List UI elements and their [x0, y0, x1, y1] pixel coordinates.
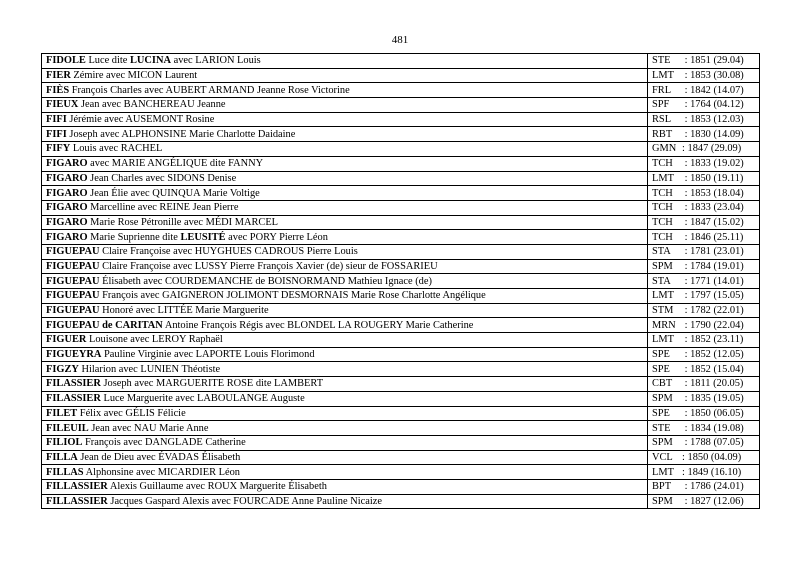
- marriage-date: 1781 (23.01): [690, 246, 744, 258]
- entry-cell: [42, 391, 648, 406]
- marriage-date: 1850 (19.11): [690, 172, 744, 184]
- table-row: [42, 259, 760, 274]
- reference-cell: [648, 289, 760, 304]
- surname-text: FIEUX: [46, 99, 79, 111]
- parish-code: TCH: [652, 231, 673, 243]
- separator: :: [682, 84, 691, 96]
- reference-cell: [648, 98, 760, 113]
- entry-text: François avec DANGLADE Catherine: [82, 437, 246, 449]
- table-row: [42, 54, 760, 69]
- table-row: [42, 68, 760, 83]
- reference-cell: [648, 479, 760, 494]
- parish-code: STM: [652, 305, 674, 317]
- marriage-date: 1847 (15.02): [690, 216, 744, 228]
- marriage-date: 1833 (19.02): [690, 158, 744, 170]
- entry-text: Élisabeth avec COURDEMANCHE de BOISNORMAND Mathieu Ignace (de): [99, 275, 432, 287]
- reference-cell: [648, 274, 760, 289]
- table-row: [42, 450, 760, 465]
- surname-text: FIGARO: [46, 187, 88, 199]
- table-row: [42, 215, 760, 230]
- marriage-date: 1850 (04.09): [687, 451, 742, 463]
- reference-cell: [648, 259, 760, 274]
- register-body: [42, 54, 760, 509]
- reference-cell: [648, 186, 760, 201]
- surname-text: FIGUEPAU: [46, 305, 100, 317]
- table-row: [42, 421, 760, 436]
- table-row: [42, 156, 760, 171]
- table-row: [42, 406, 760, 421]
- surname-text: FIER: [46, 70, 71, 82]
- entry-cell: [42, 333, 648, 348]
- entry-cell: [42, 156, 648, 171]
- surname-text: LUCINA: [129, 55, 171, 67]
- entry-cell: [42, 435, 648, 450]
- parish-code: SPM: [652, 495, 673, 507]
- reference-cell: [648, 127, 760, 142]
- entry-text: Luce dite: [85, 55, 130, 67]
- separator: :: [682, 231, 691, 243]
- surname-text: FIGUEPAU: [46, 246, 100, 258]
- entry-cell: [42, 186, 648, 201]
- table-row: [42, 333, 760, 348]
- entry-cell: [42, 127, 648, 142]
- parish-code: RBT: [652, 128, 673, 140]
- reference-cell: [648, 318, 760, 333]
- reference-cell: [648, 347, 760, 362]
- parish-code: SPM: [652, 437, 673, 449]
- surname-text: FIGARO: [46, 172, 88, 184]
- entry-text: Marie Rose Pétronille avec MÉDI MARCEL: [87, 216, 279, 228]
- entry-cell: [42, 200, 648, 215]
- marriage-date: 1764 (04.12): [690, 99, 744, 111]
- entry-cell: [42, 112, 648, 127]
- table-row: [42, 83, 760, 98]
- reference-cell: [648, 435, 760, 450]
- parish-code: STA: [652, 275, 671, 287]
- entry-text: Hilarion avec LUNIEN Théotiste: [78, 363, 221, 375]
- table-row: [42, 244, 760, 259]
- table-row: [42, 465, 760, 480]
- parish-code: TCH: [652, 187, 673, 199]
- entry-text: Louisone avec LEROY Raphaël: [86, 334, 223, 346]
- marriage-date: 1782 (22.01): [690, 305, 744, 317]
- entry-cell: [42, 274, 648, 289]
- table-row: [42, 274, 760, 289]
- entry-cell: [42, 347, 648, 362]
- surname-text: FILLASSIER: [46, 481, 108, 493]
- entry-text: Jérémie avec AUSEMONT Rosine: [66, 114, 215, 126]
- entry-cell: [42, 171, 648, 186]
- entry-text: Louis avec RACHEL: [70, 143, 163, 155]
- entry-cell: [42, 98, 648, 113]
- parish-code: GMN: [652, 143, 677, 155]
- surname-text: FILEUIL: [46, 422, 89, 434]
- parish-code: LMT: [652, 70, 674, 82]
- entry-text: avec PORY Pierre Léon: [225, 231, 328, 243]
- entry-text: Honoré avec LITTÉE Marie Marguerite: [99, 305, 269, 317]
- table-row: [42, 230, 760, 245]
- parish-code: STE: [652, 55, 671, 67]
- marriage-date: 1834 (19.08): [690, 422, 744, 434]
- marriage-date: 1847 (29.09): [687, 143, 742, 155]
- reference-cell: [648, 391, 760, 406]
- surname-text: FIÈS: [46, 84, 70, 96]
- marriage-date: 1849 (16.10): [687, 466, 742, 478]
- entry-text: Pauline Virginie avec LAPORTE Louis Florimond: [101, 349, 315, 361]
- marriage-date: 1797 (15.05): [690, 290, 744, 302]
- entry-text: François avec GAIGNERON JOLIMONT DESMORNAIS Marie Rose Charlotte Angélique: [99, 290, 486, 302]
- surname-text: FIGARO: [46, 231, 88, 243]
- marriage-date: 1852 (12.05): [690, 349, 744, 361]
- entry-cell: [42, 303, 648, 318]
- separator: :: [682, 451, 688, 463]
- entry-text: Jean Charles avec SIDONS Denise: [87, 172, 237, 184]
- separator: :: [682, 290, 691, 302]
- separator: :: [682, 349, 691, 361]
- table-row: [42, 112, 760, 127]
- surname-text: FIGUEPAU: [46, 275, 100, 287]
- entry-cell: [42, 289, 648, 304]
- surname-text: FIFY: [46, 143, 71, 155]
- entry-text: Joseph avec MARGUERITE ROSE dite LAMBERT: [100, 378, 324, 390]
- separator: :: [682, 202, 691, 214]
- entry-text: Jean Élie avec QUINQUA Marie Voltige: [87, 187, 260, 199]
- table-row: [42, 377, 760, 392]
- separator: :: [682, 246, 691, 258]
- entry-text: Alexis Guillaume avec ROUX Marguerite Élisabeth: [107, 481, 327, 493]
- reference-cell: [648, 68, 760, 83]
- parish-code: STE: [652, 422, 671, 434]
- separator: :: [682, 99, 691, 111]
- separator: :: [682, 70, 691, 82]
- parish-code: LMT: [652, 172, 674, 184]
- marriage-date: 1833 (23.04): [690, 202, 744, 214]
- parish-code: TCH: [652, 202, 673, 214]
- entry-text: Jacques Gaspard Alexis avec FOURCADE Anne Pauline Nicaize: [107, 495, 382, 507]
- reference-cell: [648, 156, 760, 171]
- parish-code: STA: [652, 246, 671, 258]
- entry-cell: [42, 465, 648, 480]
- marriage-register-table: [41, 53, 760, 509]
- entry-text: Marcelline avec REINE Jean Pierre: [87, 202, 239, 214]
- marriage-date: 1830 (14.09): [690, 128, 744, 140]
- reference-cell: [648, 303, 760, 318]
- parish-code: MRN: [652, 319, 676, 331]
- entry-cell: [42, 377, 648, 392]
- entry-text: Jean avec BANCHEREAU Jeanne: [78, 99, 226, 111]
- parish-code: SPM: [652, 393, 673, 405]
- reference-cell: [648, 406, 760, 421]
- entry-cell: [42, 450, 648, 465]
- separator: :: [682, 114, 691, 126]
- reference-cell: [648, 362, 760, 377]
- separator: :: [682, 260, 691, 272]
- marriage-date: 1811 (20.05): [690, 378, 744, 390]
- table-row: [42, 347, 760, 362]
- reference-cell: [648, 230, 760, 245]
- entry-text: Félix avec GÉLIS Félicie: [77, 407, 186, 419]
- table-row: [42, 303, 760, 318]
- marriage-date: 1842 (14.07): [690, 84, 744, 96]
- separator: :: [682, 187, 691, 199]
- reference-cell: [648, 377, 760, 392]
- surname-text: FIGARO: [46, 158, 88, 170]
- surname-text: FILASSIER: [46, 378, 101, 390]
- marriage-date: 1771 (14.01): [690, 275, 744, 287]
- entry-cell: [42, 68, 648, 83]
- entry-cell: [42, 421, 648, 436]
- entry-text: Jean de Dieu avec ÉVADAS Élisabeth: [77, 451, 241, 463]
- separator: :: [682, 393, 691, 405]
- parish-code: FRL: [652, 84, 672, 96]
- parish-code: LMT: [652, 466, 674, 478]
- parish-code: CBT: [652, 378, 673, 390]
- table-row: [42, 186, 760, 201]
- entry-text: Antoine François Régis avec BLONDEL LA ROUGERY Marie Catherine: [162, 319, 474, 331]
- surname-text: FIGARO: [46, 216, 88, 228]
- reference-cell: [648, 465, 760, 480]
- table-row: [42, 362, 760, 377]
- table-row: [42, 391, 760, 406]
- entry-text: Joseph avec ALPHONSINE Marie Charlotte Daidaine: [66, 128, 296, 140]
- marriage-date: 1835 (19.05): [690, 393, 744, 405]
- surname-text: FIGUEYRA: [46, 349, 102, 361]
- entry-text: Marie Suprienne dite: [87, 231, 181, 243]
- surname-text: FILASSIER: [46, 393, 101, 405]
- separator: :: [682, 481, 691, 493]
- surname-text: FILLAS: [46, 466, 84, 478]
- entry-text: François Charles avec AUBERT ARMAND Jeanne Rose Victorine: [69, 84, 350, 96]
- entry-cell: [42, 259, 648, 274]
- page-number: 481: [391, 34, 409, 46]
- parish-code: RSL: [652, 114, 672, 126]
- parish-code: SPM: [652, 260, 673, 272]
- entry-cell: [42, 142, 648, 157]
- surname-text: FIGUEPAU: [46, 290, 100, 302]
- separator: :: [682, 334, 691, 346]
- surname-text: FILLA: [46, 451, 78, 463]
- entry-text: avec LARION Louis: [170, 55, 261, 67]
- marriage-date: 1853 (18.04): [690, 187, 744, 199]
- surname-text: FILET: [46, 407, 78, 419]
- parish-code: SPE: [652, 349, 670, 361]
- entry-cell: [42, 54, 648, 69]
- entry-text: Zémire avec MICON Laurent: [70, 70, 198, 82]
- separator: :: [682, 422, 691, 434]
- entry-text: avec MARIE ANGÉLIQUE dite FANNY: [87, 158, 264, 170]
- surname-text: FIGUEPAU de CARITAN: [46, 319, 163, 331]
- reference-cell: [648, 333, 760, 348]
- parish-code: SPE: [652, 407, 670, 419]
- marriage-date: 1853 (12.03): [690, 114, 744, 126]
- marriage-date: 1846 (25.11): [690, 231, 744, 243]
- surname-text: FIGUER: [46, 334, 87, 346]
- reference-cell: [648, 421, 760, 436]
- parish-code: LMT: [652, 334, 674, 346]
- marriage-date: 1788 (07.05): [690, 437, 744, 449]
- separator: :: [682, 466, 688, 478]
- entry-cell: [42, 362, 648, 377]
- table-row: [42, 318, 760, 333]
- table-row: [42, 289, 760, 304]
- separator: :: [682, 55, 691, 67]
- marriage-date: 1852 (15.04): [690, 363, 744, 375]
- reference-cell: [648, 171, 760, 186]
- separator: :: [682, 437, 691, 449]
- reference-cell: [648, 112, 760, 127]
- entry-cell: [42, 230, 648, 245]
- parish-code: LMT: [652, 290, 674, 302]
- marriage-date: 1852 (23.11): [690, 334, 744, 346]
- surname-text: FIGARO: [46, 202, 88, 214]
- marriage-date: 1850 (06.05): [690, 407, 744, 419]
- separator: :: [682, 363, 691, 375]
- reference-cell: [648, 494, 760, 509]
- reference-cell: [648, 54, 760, 69]
- separator: :: [682, 319, 691, 331]
- parish-code: TCH: [652, 216, 673, 228]
- surname-text: FIGUEPAU: [46, 260, 100, 272]
- table-row: [42, 98, 760, 113]
- entry-cell: [42, 479, 648, 494]
- separator: :: [682, 495, 691, 507]
- reference-cell: [648, 215, 760, 230]
- table-row: [42, 127, 760, 142]
- reference-cell: [648, 142, 760, 157]
- entry-text: Claire Françoise avec LUSSY Pierre François Xavier (de) sieur de FOSSARIEU: [99, 260, 438, 272]
- marriage-date: 1851 (29.04): [690, 55, 744, 67]
- separator: :: [682, 216, 691, 228]
- table-row: [42, 171, 760, 186]
- surname-text: FIGZY: [46, 363, 79, 375]
- separator: :: [682, 305, 691, 317]
- parish-code: VCL: [652, 451, 673, 463]
- surname-text: FIFI: [46, 128, 67, 140]
- marriage-date: 1790 (22.04): [690, 319, 744, 331]
- surname-text: LEUSITÉ: [180, 231, 226, 243]
- separator: :: [682, 172, 691, 184]
- marriage-date: 1853 (30.08): [690, 70, 744, 82]
- separator: :: [682, 378, 691, 390]
- separator: :: [682, 275, 691, 287]
- entry-cell: [42, 244, 648, 259]
- entry-text: Claire Françoise avec HUYGHUES CADROUS Pierre Louis: [99, 246, 358, 258]
- reference-cell: [648, 200, 760, 215]
- entry-cell: [42, 215, 648, 230]
- surname-text: FIDOLE: [46, 55, 86, 67]
- marriage-date: 1827 (12.06): [690, 495, 744, 507]
- separator: :: [682, 158, 691, 170]
- parish-code: BPT: [652, 481, 672, 493]
- surname-text: FIFI: [46, 114, 67, 126]
- table-row: [42, 200, 760, 215]
- table-row: [42, 479, 760, 494]
- entry-text: Luce Marguerite avec LABOULANGE Auguste: [100, 393, 305, 405]
- reference-cell: [648, 244, 760, 259]
- entry-text: Alphonsine avec MICARDIER Léon: [83, 466, 240, 478]
- parish-code: TCH: [652, 158, 673, 170]
- marriage-date: 1786 (24.01): [690, 481, 744, 493]
- separator: :: [682, 143, 688, 155]
- separator: :: [682, 407, 691, 419]
- entry-text: Jean avec NAU Marie Anne: [88, 422, 209, 434]
- table-row: [42, 142, 760, 157]
- reference-cell: [648, 450, 760, 465]
- separator: :: [682, 128, 691, 140]
- surname-text: FILIOL: [46, 437, 83, 449]
- marriage-date: 1784 (19.01): [690, 260, 744, 272]
- entry-cell: [42, 406, 648, 421]
- entry-cell: [42, 318, 648, 333]
- entry-cell: [42, 494, 648, 509]
- parish-code: SPF: [652, 99, 670, 111]
- table-row: [42, 494, 760, 509]
- surname-text: FILLASSIER: [46, 495, 108, 507]
- entry-cell: [42, 83, 648, 98]
- table-row: [42, 435, 760, 450]
- reference-cell: [648, 83, 760, 98]
- parish-code: SPE: [652, 363, 670, 375]
